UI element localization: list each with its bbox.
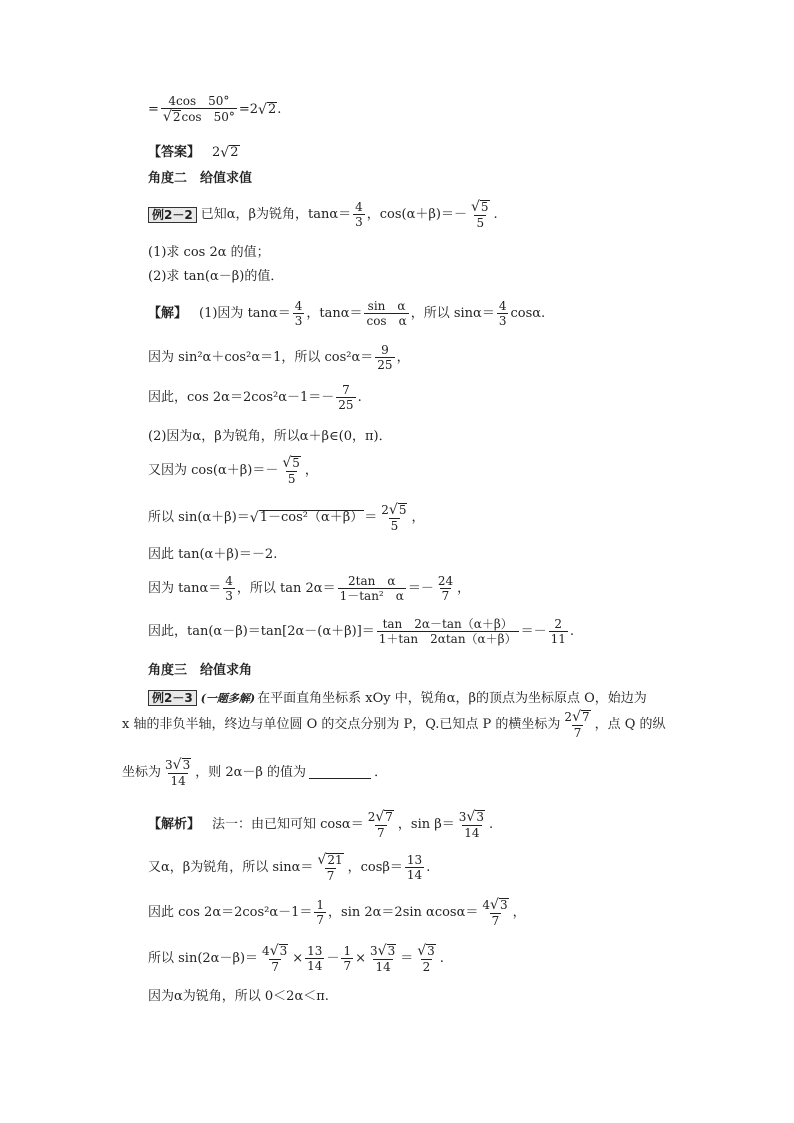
section-heading-angle3: 角度三 给值求角 bbox=[148, 663, 253, 678]
solution-line-4: (2)因为α，β为锐角，所以α＋β∈(0，π)． bbox=[148, 429, 392, 444]
analysis-label: 【解析】 bbox=[148, 817, 201, 833]
section-heading-angle2: 角度二 给值求值 bbox=[148, 171, 253, 186]
solution-line-2: 因为 sin²α＋cos²α＝1，所以 cos²α＝ $\frac{9}{25}$ ， bbox=[148, 343, 410, 372]
solution-line-9: 因此，tan(α－β)＝tan[2α－(α＋β)]＝ $\frac{\tan 2\alpha-\tan(\alpha+\beta)}{1+\tan 2\alpha\tan(\alpha+\beta)}$ ＝－ $\frac{2}{11}$ . bbox=[148, 617, 575, 646]
answer-line: 【答案】 2 √ 2 bbox=[148, 145, 239, 162]
analysis-line-5: 因为α为锐角，所以 0＜2α＜π. bbox=[148, 989, 329, 1004]
example-2-3-line2: x 轴的非负半轴，终边与单位圆 O 的交点分别为 P，Q.已知点 P 的横坐标为 2 √ 7 7 ，点 Q 的纵 bbox=[122, 709, 666, 741]
analysis-line-2: 又α，β为锐角，所以 sinα＝ √ 21 7 ，cosβ＝ $\frac{13}{14}$ . bbox=[148, 852, 431, 884]
example-2-3: 例2－3 (一题多解) 在平面直角坐标系 xOy 中，锐角α，β的顶点为坐标原点 O，始边为 bbox=[148, 690, 647, 706]
analysis-line-3: 因此 cos 2α＝2cos²α－1＝ $\frac{1}{7}$ ，sin 2α＝2sin αcosα＝ 4 √ 3 7 ， bbox=[148, 897, 526, 929]
equation-line-1: = 4cos 50° √ 2 cos 50° =2 √ 2 . bbox=[148, 94, 282, 126]
solution-line-7: 因此 tan(α＋β)＝－2. bbox=[148, 547, 278, 562]
question-1: (1)求 cos 2α 的值； bbox=[148, 245, 270, 260]
example-2-2: 例2－2 已知α，β为锐角，tanα＝ $\frac{4}{3}$ ，cos(α＋β)＝－ √ 5 5 . bbox=[148, 200, 498, 229]
text: = bbox=[148, 102, 159, 118]
example-tag: 例2－3 bbox=[148, 690, 197, 706]
solution-line-8: 因为 tanα＝ $\frac{4}{3}$ ，所以 tan 2α＝ $\frac{\text{2tan α}}{\text{1－tan² α}}$ ＝－ $\frac{24}{7}$ ， bbox=[148, 574, 471, 603]
answer-label: 【答案】 bbox=[148, 145, 201, 161]
solution-label: 【解】 bbox=[148, 306, 188, 321]
answer-blank[interactable] bbox=[309, 766, 371, 779]
solution-line-6: 所以 sin(α＋β)＝ √ 1－cos²（α＋β） ＝ 2 √ 5 5 ， bbox=[148, 502, 425, 534]
analysis-line-4: 所以 sin(2α－β)＝ 4 √ 3 7 × $\frac{13}{14}$ － $\frac{1}{7}$ × 3 √ 3 14 ＝ √ 3 2 . bbox=[148, 943, 444, 975]
solution-line-5: 又因为 cos(α＋β)＝－ √ 5 5 ， bbox=[148, 455, 318, 487]
example-subtag: (一题多解) bbox=[200, 691, 256, 705]
analysis-line-1: 【解析】 法一：由已知可知 cosα＝ 2 √ 7 7 ，sin β＝ 3 √ 3 14 . bbox=[148, 809, 494, 841]
fraction: 4cos 50° √ 2 cos 50° bbox=[162, 94, 235, 126]
question-2: (2)求 tan(α－β)的值． bbox=[148, 269, 284, 284]
example-2-3-line3: 坐标为 3 √ 3 14 ，则 2α－β 的值为 ． bbox=[122, 757, 388, 789]
solution-line-3: 因此，cos 2α＝2cos²α－1＝－ $\frac{7}{25}$ . bbox=[148, 383, 362, 412]
example-tag: 例2－2 bbox=[148, 207, 197, 223]
solution-line-1: 【解】 (1)因为 tanα＝ $\frac{4}{3}$ ，tanα＝ $\frac{\text{sin α}}{\text{cos α}}$ ，所以 sinα＝ $\frac{4}{3}$ cosα. bbox=[148, 299, 546, 328]
